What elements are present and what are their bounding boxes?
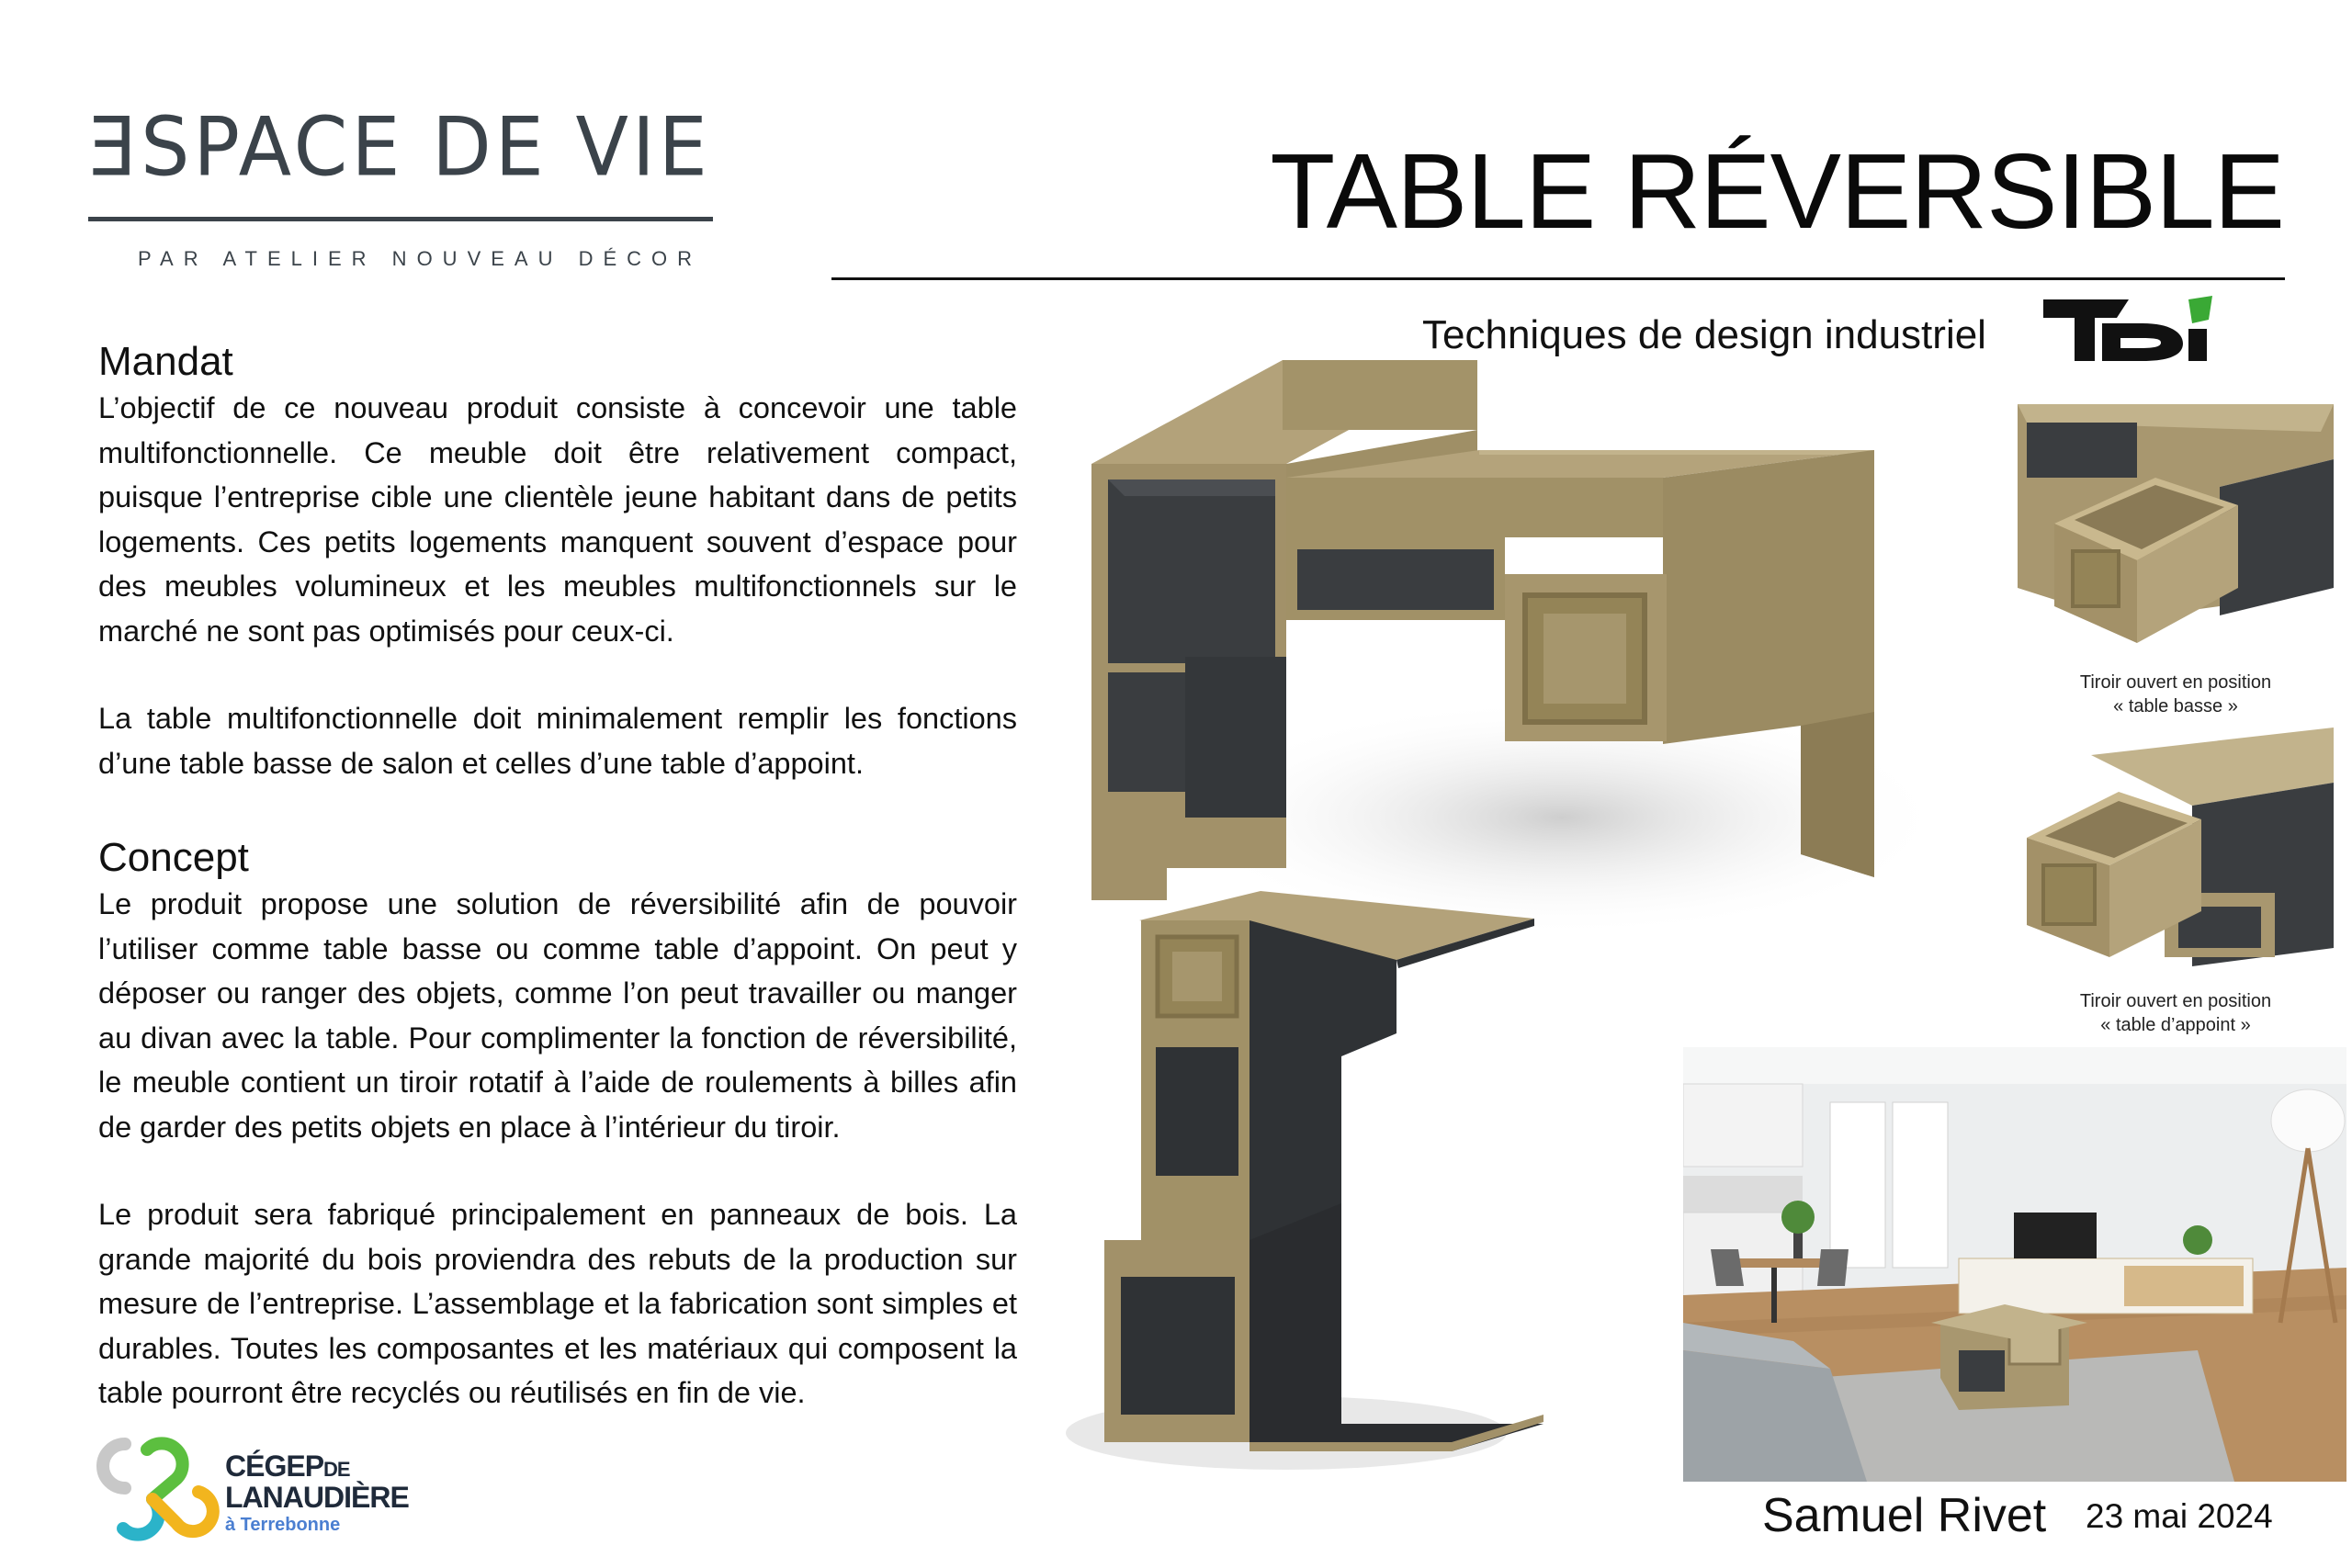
caption-line: « table d’appoint » [2100, 1015, 2251, 1035]
school-name-de: DE [323, 1458, 350, 1481]
drawer-appoint-thumbnail [2018, 728, 2334, 994]
brand-divider [88, 217, 713, 221]
school-name-line1 [225, 1451, 350, 1481]
section-heading-mandat: Mandat [98, 339, 233, 384]
mandat-paragraph: La table multifonctionnelle doit minimalement remplir les fonctions d’une table basse de salon et celles d’une table d’appoint. [98, 702, 1017, 780]
author-name: Samuel Rivet [1762, 1489, 2047, 1542]
brand-tagline: PAR ATELIER NOUVEAU DÉCOR [138, 247, 703, 270]
title-divider [831, 277, 2285, 280]
brand-name: ƎSPACE DE VIE [88, 99, 711, 195]
page-title: TABLE RÉVERSIBLE [1270, 131, 2284, 251]
table-appoint-render [1066, 873, 1544, 1470]
section-heading-concept: Concept [98, 835, 249, 880]
tdi-logo [2041, 292, 2216, 366]
caption-line: Tiroir ouvert en position [2079, 672, 2272, 693]
concept-paragraph: Le produit propose une solution de réversibilité afin de pouvoir l’utiliser comme table basse ou comme table d’appoint. On peut y déposer ou ranger des objets, comme l’on peut travailler ou manger au divan avec la table. Pour complimenter la fonction de réversibilité, le meuble contient un tiroir rotatif à l’aide de roulements à billes afin de garder des petits objets en place à l’intérieur du tiroir. [98, 887, 1017, 1144]
school-city: à Terrebonne [225, 1515, 341, 1535]
caption-line: « table basse » [2113, 696, 2238, 716]
brand-logo [88, 99, 713, 271]
school-name-cegep: CÉGEP [225, 1450, 324, 1483]
caption-line: Tiroir ouvert en position [2079, 991, 2272, 1011]
room-context-photo [1683, 1047, 2346, 1482]
drawer-basse-thumbnail [2018, 404, 2334, 671]
document-date: 23 mai 2024 [2086, 1497, 2273, 1535]
school-name-line2: LANAUDIÈRE [225, 1481, 409, 1514]
mandat-paragraph: L’objectif de ce nouveau produit consiste à concevoir une table multifonctionnelle. Ce meuble doit être relativement compact, puisque l’entreprise cible une clientèle jeune habitant dans de petits logements. Ces petits logements manquent souvent d’espace pour des meubles volumineux et les meubles multifonctionnels sur le marché ne sont pas optimisés pour ceux-ci. [98, 391, 1017, 648]
caption-drawer-basse [2018, 671, 2334, 718]
concept-paragraph: Le produit sera fabriqué principalement en panneaux de bois. La grande majorité du bois proviendra des rebuts de la production sur mesure de l’entreprise. L’assemblage et la fabrication sont simples et durables. Toutes les composantes et les matériaux qui composent la table pourront être recyclés ou réutilisés en fin de vie. [98, 1198, 1017, 1409]
caption-drawer-appoint [2018, 989, 2334, 1037]
program-name: Techniques de design industriel [1422, 312, 1986, 357]
